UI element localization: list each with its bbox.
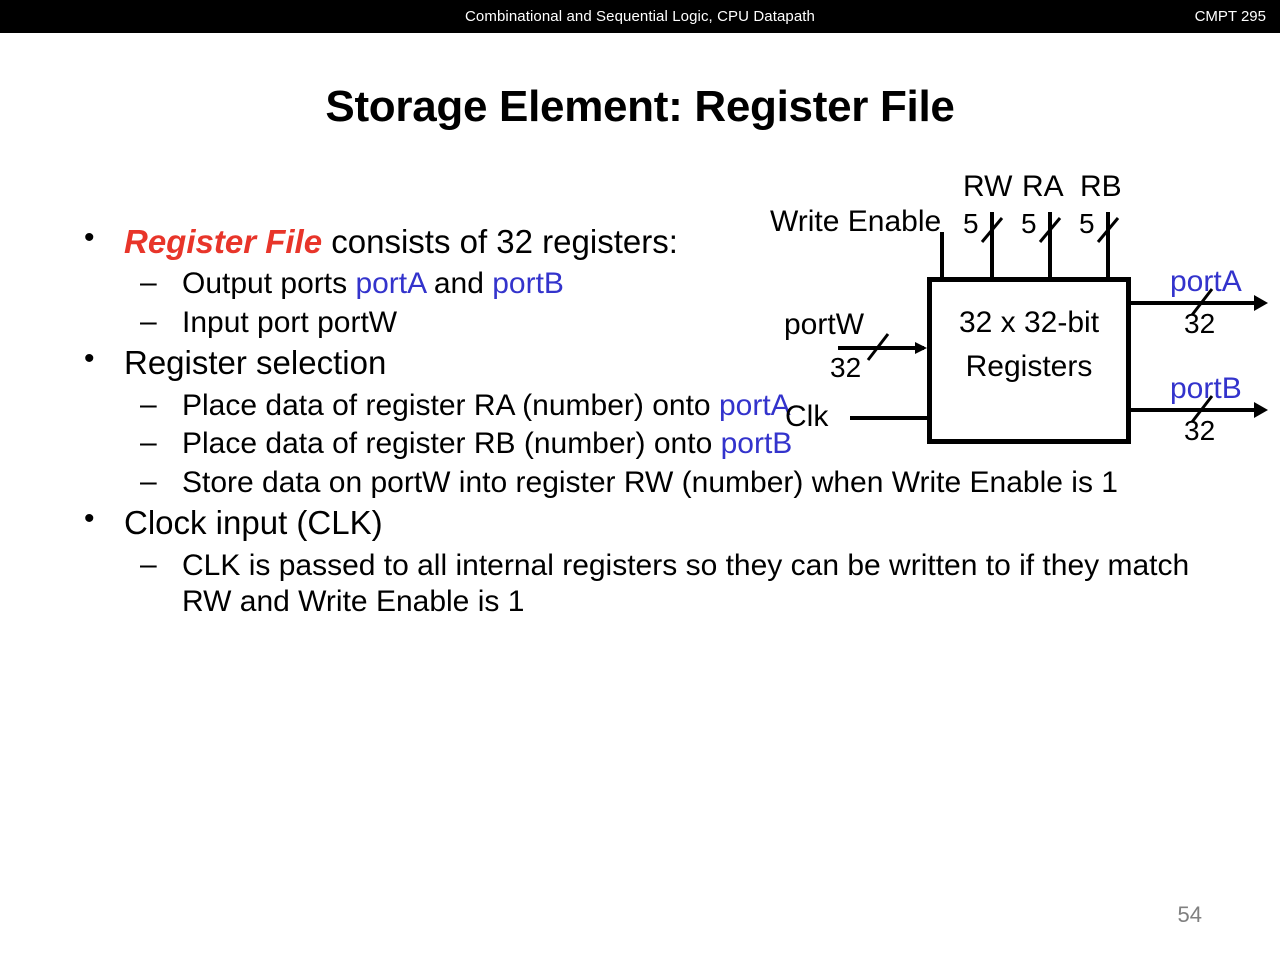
bullet-dot-icon: •	[84, 502, 95, 536]
diagram-label-porta: portA	[1170, 265, 1242, 298]
bullet-store-portw	[62, 465, 1222, 502]
bullet-clock-input-text: Clock input (CLK)	[124, 504, 383, 542]
bullet-output-ports-portb: portB	[492, 267, 564, 301]
bullet-dash-icon: –	[140, 266, 157, 300]
register-box-line2: Registers	[965, 350, 1093, 383]
bullet-register-file-emphasis: Register File	[124, 223, 323, 260]
bullet-dash-icon: –	[140, 426, 157, 460]
diagram-width-rw: 5	[963, 208, 979, 239]
bullet-dot-icon: •	[84, 342, 95, 376]
diagram-width-portw: 32	[830, 352, 862, 383]
bullet-place-ra-porta: portA	[718, 388, 791, 422]
bullet-register-file-text: consists of 32 registers:	[322, 223, 678, 260]
bullet-place-rb-pre: Place data of register RB (number) onto	[182, 427, 721, 461]
diagram-label-rw: RW	[963, 170, 1013, 203]
slide-header-bar	[0, 0, 1280, 33]
diagram-width-rb: 5	[1079, 208, 1095, 239]
register-file-diagram	[760, 160, 1280, 470]
register-box-line1: 32 x 32-bit	[958, 306, 1100, 339]
bullet-dash-icon: –	[140, 464, 157, 498]
bullet-output-ports-porta: portA	[355, 267, 426, 301]
page-title: Storage Element: Register File	[325, 82, 955, 131]
diagram-label-portw: portW	[784, 308, 865, 341]
bullet-clk-passed	[62, 548, 1222, 621]
diagram-label-portb: portB	[1170, 372, 1242, 405]
bullet-place-ra-pre: Place data of register RA (number) onto	[182, 388, 719, 422]
header-course-topic: Combinational and Sequential Logic, CPU Datapath	[464, 8, 816, 25]
bullet-register-selection-text: Register selection	[124, 344, 387, 382]
register-file-box	[927, 277, 1131, 444]
diagram-label-rb: RB	[1080, 170, 1122, 203]
diagram-width-portb: 32	[1184, 415, 1216, 446]
header-course-code: CMPT 295	[1194, 8, 1266, 25]
diagram-width-ra: 5	[1021, 208, 1037, 239]
bullet-dot-icon: •	[84, 221, 95, 254]
bullet-clk-passed-text: CLK is passed to all internal registers so they can be written to if they match RW and Write Enable is 1	[182, 548, 1190, 619]
diagram-label-clk: Clk	[785, 400, 829, 433]
bullet-place-rb-portb: portB	[720, 427, 793, 461]
slide-page-number: 54	[1177, 902, 1202, 927]
bullet-input-port-text: Input port portW	[182, 305, 398, 339]
bullet-output-ports-pre: Output ports	[182, 267, 356, 301]
diagram-label-write-enable: Write Enable	[770, 205, 942, 238]
bullet-store-portw-text: Store data on portW into register RW (number) when Write Enable is 1	[182, 465, 1118, 499]
diagram-label-ra: RA	[1022, 170, 1064, 203]
bullet-dash-icon: –	[140, 304, 157, 338]
bullet-dash-icon: –	[140, 387, 157, 421]
bullet-clock-input	[62, 503, 1222, 543]
diagram-width-porta: 32	[1184, 308, 1216, 339]
bullet-output-ports-mid: and	[425, 267, 493, 301]
bullet-dash-icon: –	[140, 547, 157, 581]
